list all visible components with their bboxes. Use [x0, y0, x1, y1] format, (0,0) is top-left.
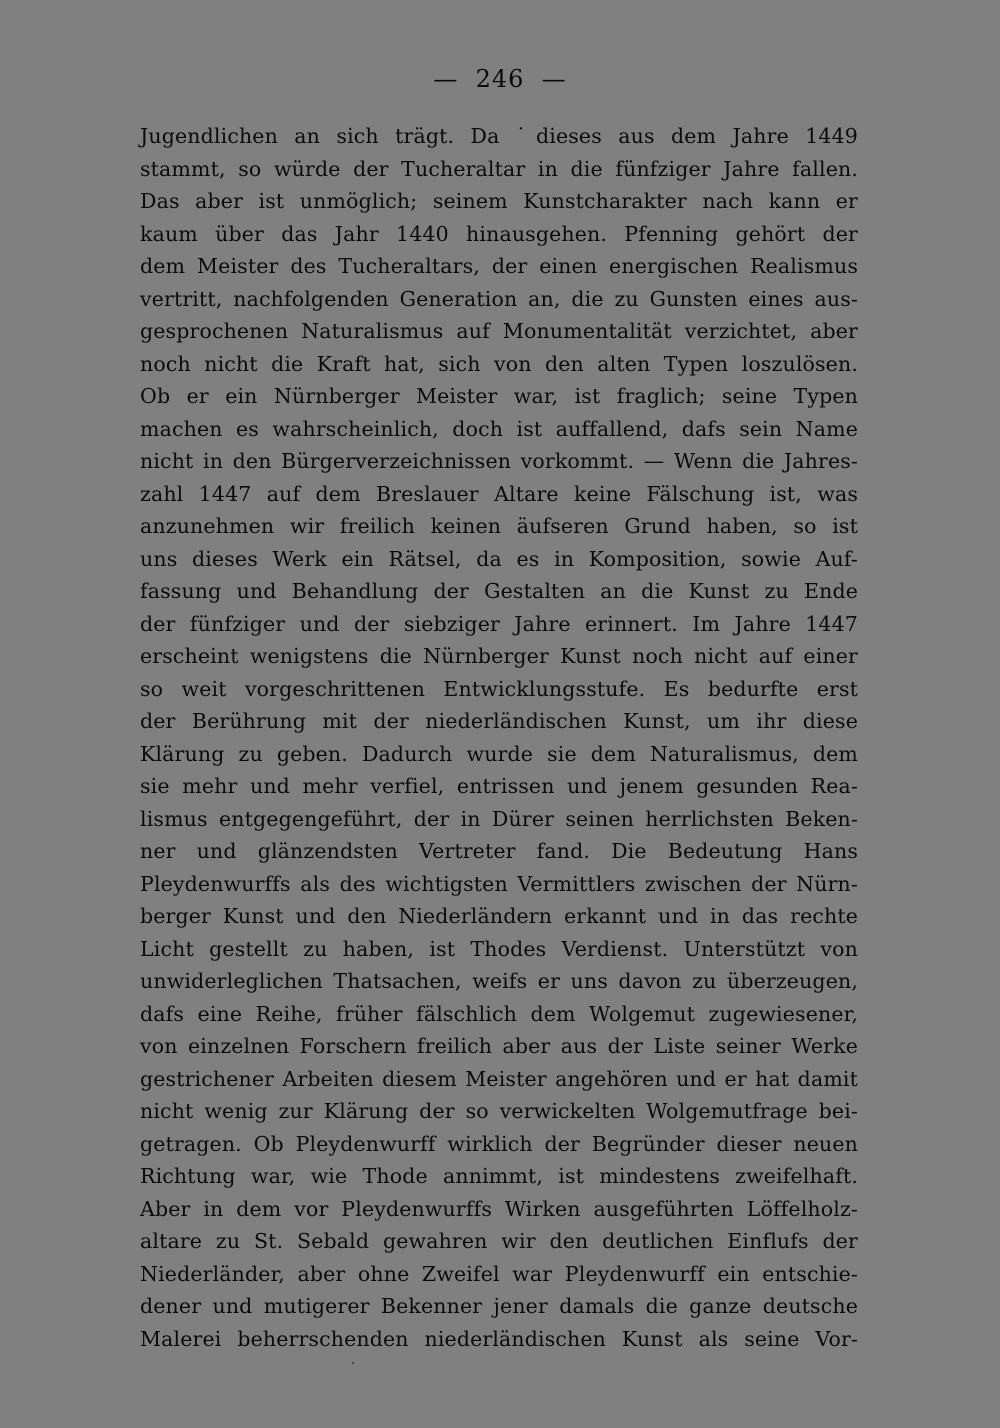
- text-line: Aber in dem vor Pleydenwurffs Wirken ausgeführten Löffelholz-: [140, 1196, 858, 1221]
- text-line: vertritt, nachfolgenden Generation an, die zu Gunsten eines aus-: [140, 286, 858, 311]
- text-line: lismus entgegengeführt, der in Dürer seinen herrlichsten Beken-: [140, 806, 858, 831]
- text-line: ner und glänzendsten Vertreter fand. Die Bedeutung Hans: [140, 839, 858, 863]
- text-line: unwiderleglichen Thatsachen, weifs er uns davon zu überzeugen,: [140, 969, 858, 993]
- text-line: Niederländer, aber ohne Zweifel war Pleydenwurff ein entschie-: [140, 1261, 858, 1286]
- text-line: Das aber ist unmöglich; seinem Kunstcharakter nach kann er: [140, 189, 858, 213]
- text-line: Klärung zu geben. Dadurch wurde sie dem Naturalismus, dem: [140, 741, 858, 766]
- text-line: Jugendlichen an sich trägt. Da ˙dieses aus dem Jahre 1449: [140, 124, 858, 148]
- text-line: Ob er ein Nürnberger Meister war, ist fraglich; seine Typen: [140, 384, 858, 408]
- text-line: kaum über das Jahr 1440 hinausgehen. Pfenning gehört der: [140, 221, 858, 246]
- text-line: Pleydenwurffs als des wichtigsten Vermittlers zwischen der Nürn-: [140, 871, 858, 896]
- text-line: dafs eine Reihe, früher fälschlich dem Wolgemut zugewiesener,: [140, 1001, 858, 1026]
- text-line: so weit vorgeschrittenen Entwicklungsstufe. Es bedurfte erst: [140, 676, 858, 701]
- text-line: Licht gestellt zu haben, ist Thodes Verdienst. Unterstützt von: [140, 936, 858, 961]
- text-line: Richtung war, wie Thode annimmt, ist mindestens zweifelhaft.: [140, 1164, 858, 1188]
- text-line: berger Kunst und den Niederländern erkannt und in das rechte: [140, 904, 858, 928]
- text-line: dem Meister des Tucheraltars, der einen energischen Realismus: [140, 254, 858, 278]
- text-line: nicht in den Bürgerverzeichnissen vorkommt. — Wenn die Jahres-: [140, 449, 858, 473]
- text-line: der Berührung mit der niederländischen Kunst, um ihr diese: [140, 709, 858, 733]
- text-line: machen es wahrscheinlich, doch ist auffallend, dafs sein Name: [140, 416, 858, 441]
- text-line: stammt, so würde der Tucheraltar in die fünfziger Jahre fallen.: [140, 156, 858, 181]
- text-line: von einzelnen Forschern freilich aber aus der Liste seiner Werke: [140, 1034, 858, 1058]
- text-line: noch nicht die Kraft hat, sich von den alten Typen loszulösen.: [140, 351, 858, 376]
- text-line: der fünfziger und der siebziger Jahre erinnert. Im Jahre 1447: [140, 611, 858, 636]
- text-line: altare zu St. Sebald gewahren wir den deutlichen Einflufs der: [140, 1229, 858, 1253]
- text-line: anzunehmen wir freilich keinen äufseren Grund haben, so ist: [140, 514, 858, 538]
- page-number: — 246 —: [433, 65, 567, 93]
- body-text: [140, 120, 858, 1355]
- text-line: gestrichener Arbeiten diesem Meister angehören und er hat damit: [140, 1066, 858, 1091]
- text-line: zahl 1447 auf dem Breslauer Altare keine Fälschung ist, was: [140, 481, 858, 506]
- text-line: Malerei beherrschenden niederländischen Kunst als seine Vor-: [140, 1326, 858, 1351]
- text-line: dener und mutigerer Bekenner jener damals die ganze deutsche: [140, 1294, 858, 1318]
- text-line: uns dieses Werk ein Rätsel, da es in Komposition, sowie Auf-: [140, 546, 858, 571]
- text-line: gesprochenen Naturalismus auf Monumentalität verzichtet, aber: [140, 319, 858, 343]
- print-speck: [352, 1362, 354, 1364]
- text-line: fassung und Behandlung der Gestalten an die Kunst zu Ende: [140, 579, 858, 603]
- text-line: sie mehr und mehr verfiel, entrissen und jenem gesunden Rea-: [140, 774, 858, 798]
- text-line: getragen. Ob Pleydenwurff wirklich der Begründer dieser neuen: [140, 1131, 858, 1156]
- text-line: nicht wenig zur Klärung der so verwickelten Wolgemutfrage bei-: [140, 1099, 858, 1123]
- text-line: erscheint wenigstens die Nürnberger Kunst noch nicht auf einer: [140, 644, 858, 668]
